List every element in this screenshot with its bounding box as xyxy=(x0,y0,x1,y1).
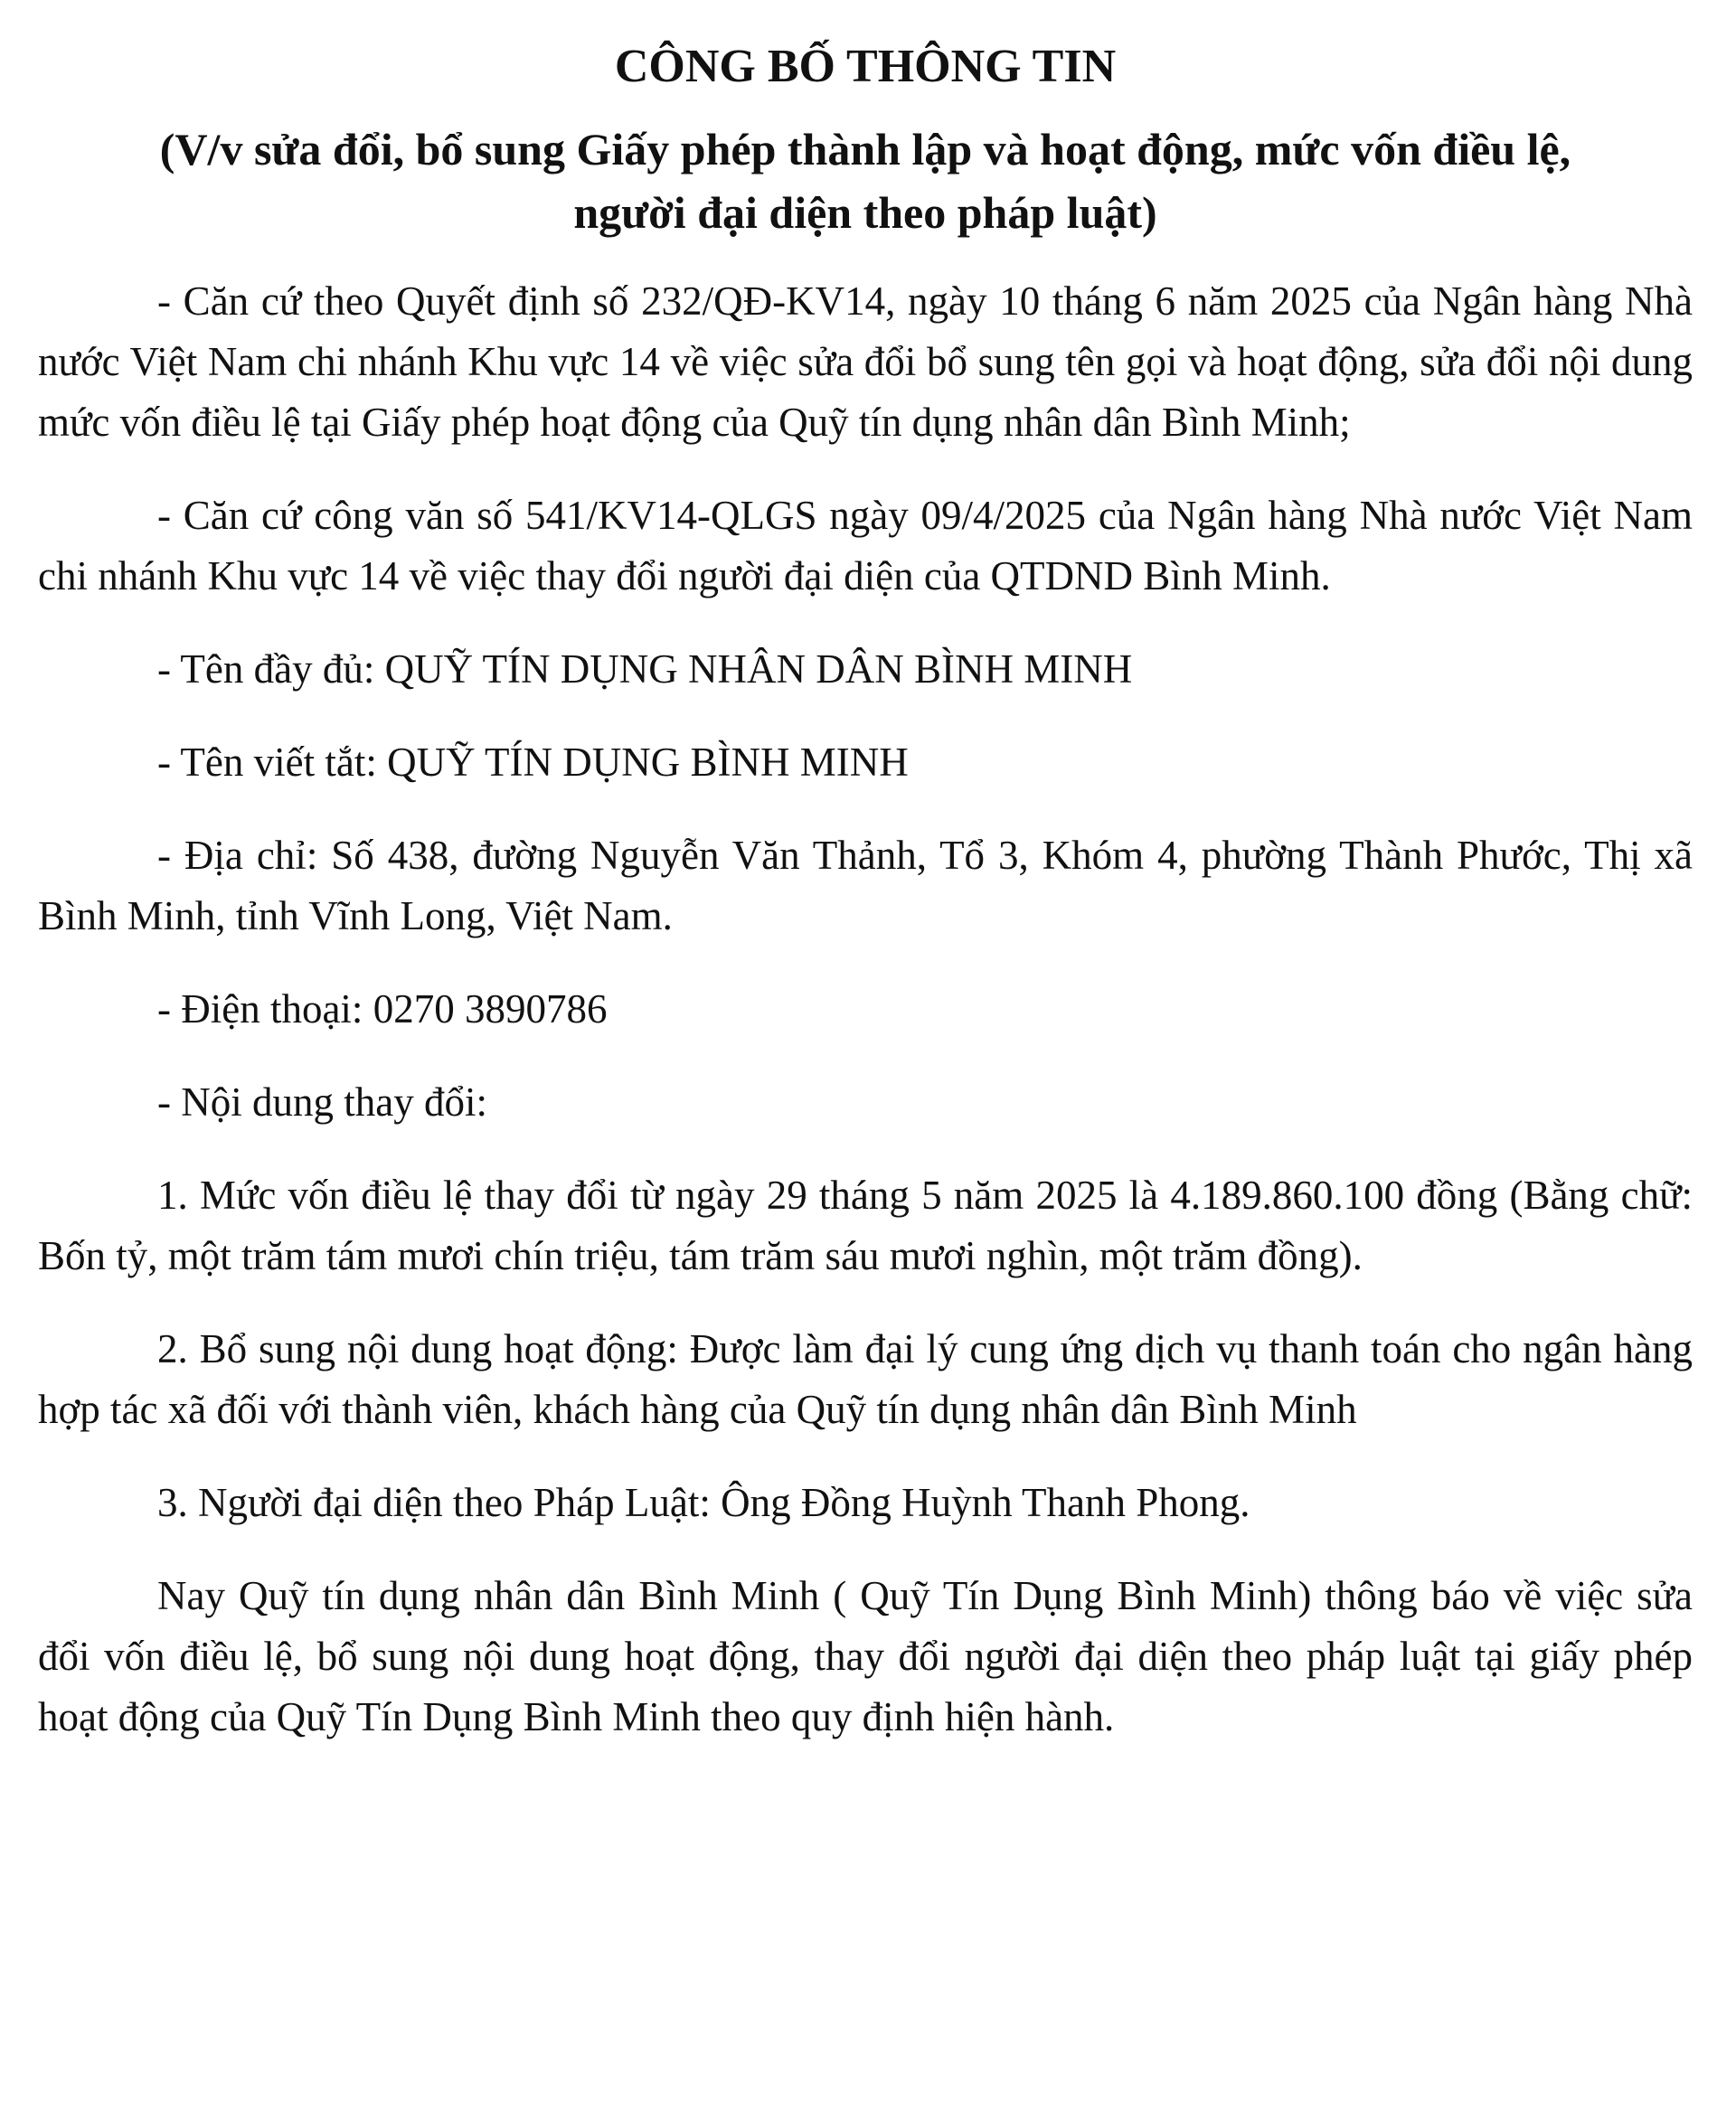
paragraph-change-1: 1. Mức vốn điều lệ thay đổi từ ngày 29 tháng 5 năm 2025 là 4.189.860.100 đồng (Bằng chữ: Bốn tỷ, một trăm tám mươi chín triệu, tám trăm sáu mươi nghìn, một trăm đồng). xyxy=(38,1173,1693,1278)
paragraph-phone: - Điện thoại: 0270 3890786 xyxy=(157,986,608,1032)
paragraph-address: - Địa chỉ: Số 438, đường Nguyễn Văn Thảnh, Tổ 3, Khóm 4, phường Thành Phước, Thị xã Bình Minh, tỉnh Vĩnh Long, Việt Nam. xyxy=(38,833,1693,938)
document-title: CÔNG BỐ THÔNG TIN xyxy=(614,41,1117,92)
paragraph-change-3: 3. Người đại diện theo Pháp Luật: Ông Đồng Huỳnh Thanh Phong. xyxy=(157,1480,1250,1525)
paragraph-conclusion: Nay Quỹ tín dụng nhân dân Bình Minh ( Quỹ Tín Dụng Bình Minh) thông báo về việc sửa đổi vốn điều lệ, bổ sung nội dung hoạt động, thay đổi người đại diện theo pháp luật tại giấy phép hoạt động của Quỹ Tín Dụng Bình Minh theo quy định hiện hành. xyxy=(38,1573,1693,1739)
subtitle-line-2: người đại diện theo pháp luật) xyxy=(573,187,1157,238)
paragraph-basis-letter: - Căn cứ công văn số 541/KV14-QLGS ngày 09/4/2025 của Ngân hàng Nhà nước Việt Nam chi nhánh Khu vực 14 về việc thay đổi người đại diện của QTDND Bình Minh. xyxy=(38,493,1693,598)
paragraph-basis-decision: - Căn cứ theo Quyết định số 232/QĐ-KV14, ngày 10 tháng 6 năm 2025 của Ngân hàng Nhà nước Việt Nam chi nhánh Khu vực 14 về việc sửa đổi bổ sung tên gọi và hoạt động, sửa đổi nội dung mức vốn điều lệ tại Giấy phép hoạt động của Quỹ tín dụng nhân dân Bình Minh; xyxy=(38,278,1693,445)
paragraph-short-name: - Tên viết tắt: QUỸ TÍN DỤNG BÌNH MINH xyxy=(157,740,909,785)
paragraph-full-name: - Tên đầy đủ: QUỸ TÍN DỤNG NHÂN DÂN BÌNH MINH xyxy=(157,646,1133,692)
subtitle-line-1: (V/v sửa đổi, bổ sung Giấy phép thành lập và hoạt động, mức vốn điều lệ, xyxy=(159,124,1571,174)
paragraph-change-2: 2. Bổ sung nội dung hoạt động: Được làm đại lý cung ứng dịch vụ thanh toán cho ngân hàng hợp tác xã đối với thành viên, khách hàng của Quỹ tín dụng nhân dân Bình Minh xyxy=(38,1326,1693,1432)
document-subtitle xyxy=(38,118,1693,244)
paragraph-changes-heading: - Nội dung thay đổi: xyxy=(157,1079,487,1125)
